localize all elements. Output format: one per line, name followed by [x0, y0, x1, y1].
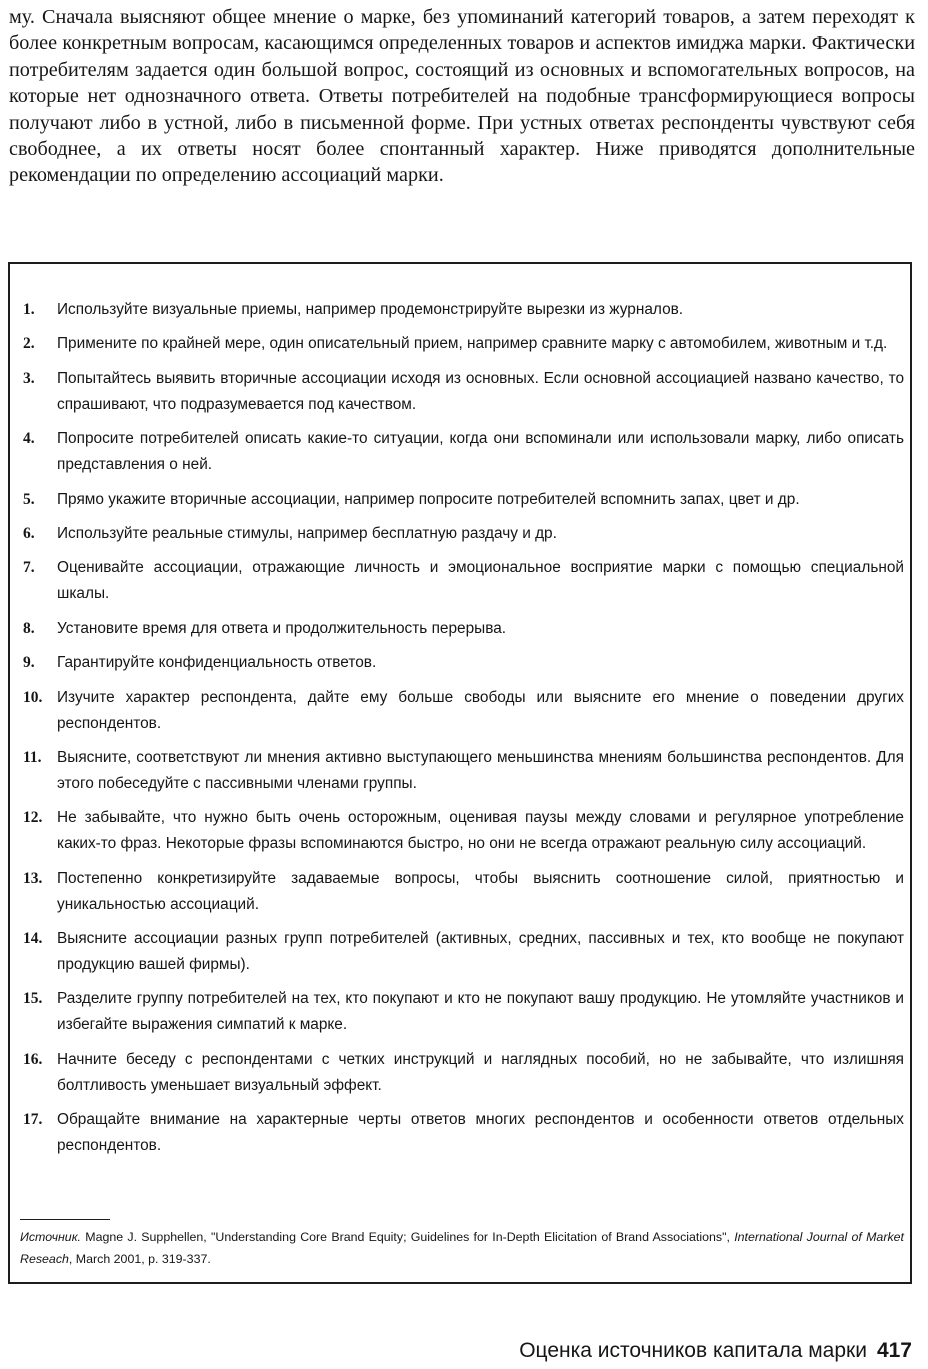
- list-item: [20, 650, 904, 676]
- list-item-text: Попытайтесь выявить вторичные ассоциации исходя из основных. Если основной ассоциацией названо качество, то спрашивают, что подразумевается под качеством.: [57, 369, 904, 413]
- list-item-number: 9.: [23, 654, 35, 672]
- list-item-text: Используйте реальные стимулы, например бесплатную раздачу и др.: [57, 524, 557, 542]
- list-item: [20, 685, 904, 737]
- source-divider: [20, 1219, 110, 1220]
- list-item: [20, 521, 904, 547]
- list-item-number: 5.: [23, 490, 35, 508]
- list-item: [20, 555, 904, 607]
- page-number: 417: [876, 1339, 912, 1362]
- list-item-number: 13.: [23, 869, 43, 887]
- list-item-number: 1.: [23, 301, 35, 318]
- list-item-text: Прямо укажите вторичные ассоциации, например попросите потребителей вспомнить запах, цвет и др.: [57, 490, 800, 508]
- list-item: [20, 926, 904, 978]
- list-item-number: 8.: [23, 619, 35, 637]
- intro-paragraph: му. Сначала выясняют общее мнение о марке, без упоминаний категорий товаров, а затем переходят к более конкретным вопросам, касающимся определенных товаров и аспектов имиджа марки. Фактически потребителям задается один большой вопрос, состоящий из основных и вспомогательных вопросов, на которые нет однозначного ответа. Ответы потребителей на подобные трансформирующиеся вопросы получают либо в устной, либо в письменной форме. При устных ответах респонденты чувствуют себя свободнее, а их ответы носят более спонтанный характер. Ниже приводятся дополнительные рекомендации по определению ассоциаций марки.: [9, 6, 915, 187]
- list-item-number: 10.: [23, 688, 43, 706]
- page-footer: [519, 1338, 912, 1364]
- list-item-number: 14.: [23, 930, 43, 948]
- list-item-text: Гарантируйте конфиденциальность ответов.: [57, 654, 377, 672]
- list-item: [20, 866, 904, 918]
- footer-title: Оценка источников капитала марки: [519, 1339, 867, 1362]
- list-item-text: Установите время для ответа и продолжительность перерыва.: [57, 619, 507, 637]
- list-item-text: Выясните, соответствуют ли мнения активно выступающего меньшинства мнениям большинства респондентов. Для этого побеседуйте с пассивными членами группы.: [57, 748, 904, 792]
- list-item-number: 11.: [23, 748, 42, 766]
- list-item-text: Выясните ассоциации разных групп потребителей (активных, средних, пассивных и тех, кто вообще не покупают продукцию вашей фирмы).: [57, 930, 904, 974]
- list-item-text: Попросите потребителей описать какие-то ситуации, когда они вспоминали или использовали марку, либо описать представления о ней.: [57, 430, 904, 474]
- list-item-text: Изучите характер респондента, дайте ему больше свободы или выясните его мнение о поведении других респондентов.: [57, 688, 904, 732]
- list-item-number: 16.: [23, 1050, 43, 1068]
- list-item-text: Разделите группу потребителей на тех, кто покупают и кто не покупают вашу продукцию. Не утомляйте участников и избегайте выражения симпатий к марке.: [57, 990, 904, 1034]
- list-item: [20, 366, 904, 418]
- list-item: [20, 297, 904, 323]
- list-item-number: 17.: [23, 1111, 43, 1129]
- source-journal: International Journal of Market Reseach: [20, 1230, 904, 1266]
- list-item-text: Оценивайте ассоциации, отражающие личность и эмоциональное восприятие марки с помощью специальной шкалы.: [57, 559, 904, 603]
- list-item-text: Используйте визуальные приемы, например продемонстрируйте вырезки из журналов.: [57, 301, 684, 318]
- list-item: [20, 331, 904, 357]
- list-item-number: 2.: [23, 335, 35, 353]
- recommendations-box: [8, 262, 912, 1284]
- list-item: [20, 745, 904, 797]
- list-item: [20, 487, 904, 513]
- list-item-number: 12.: [23, 809, 43, 827]
- list-item-text: Обращайте внимание на характерные черты ответов многих респондентов и особенности ответов отдельных респондентов.: [57, 1111, 904, 1155]
- source-text: Magne J. Supphellen, "Understanding Core Brand Equity; Guidelines for In-Depth Elicitation of Brand Associations",: [85, 1230, 730, 1244]
- list-item-number: 6.: [23, 524, 35, 542]
- list-item-text: Не забывайте, что нужно быть очень осторожным, оценивая паузы между словами и регулярное употребление каких-то фраз. Некоторые фразы вспоминаются быстро, но они не всегда отражают реальную силу ассоциаций.: [57, 809, 904, 853]
- recommendations-list: [20, 297, 904, 1168]
- list-item-text: Постепенно конкретизируйте задаваемые вопросы, чтобы выяснить соотношение силой, приятностью и уникальностью ассоциаций.: [57, 869, 904, 913]
- list-item: [20, 426, 904, 478]
- source-details: , March 2001, p. 319-337.: [68, 1252, 211, 1266]
- list-item: [20, 805, 904, 857]
- list-item-text: Примените по крайней мере, один описательный прием, например сравните марку с автомобилем, животным и т.д.: [57, 335, 888, 353]
- list-item-number: 7.: [23, 559, 35, 577]
- list-item-text: Начните беседу с респондентами с четких инструкций и наглядных пособий, но не забывайте, что излишняя болтливость уменьшает визуальный эффект.: [57, 1050, 904, 1094]
- list-item: [20, 986, 904, 1038]
- list-item-number: 3.: [23, 369, 35, 387]
- list-item: [20, 616, 904, 642]
- list-item-number: 4.: [23, 430, 35, 448]
- list-item-number: 15.: [23, 990, 43, 1008]
- source-label: Источник.: [20, 1230, 81, 1244]
- source-note: [20, 1226, 904, 1270]
- list-item: [20, 1107, 904, 1159]
- list-item: [20, 1047, 904, 1099]
